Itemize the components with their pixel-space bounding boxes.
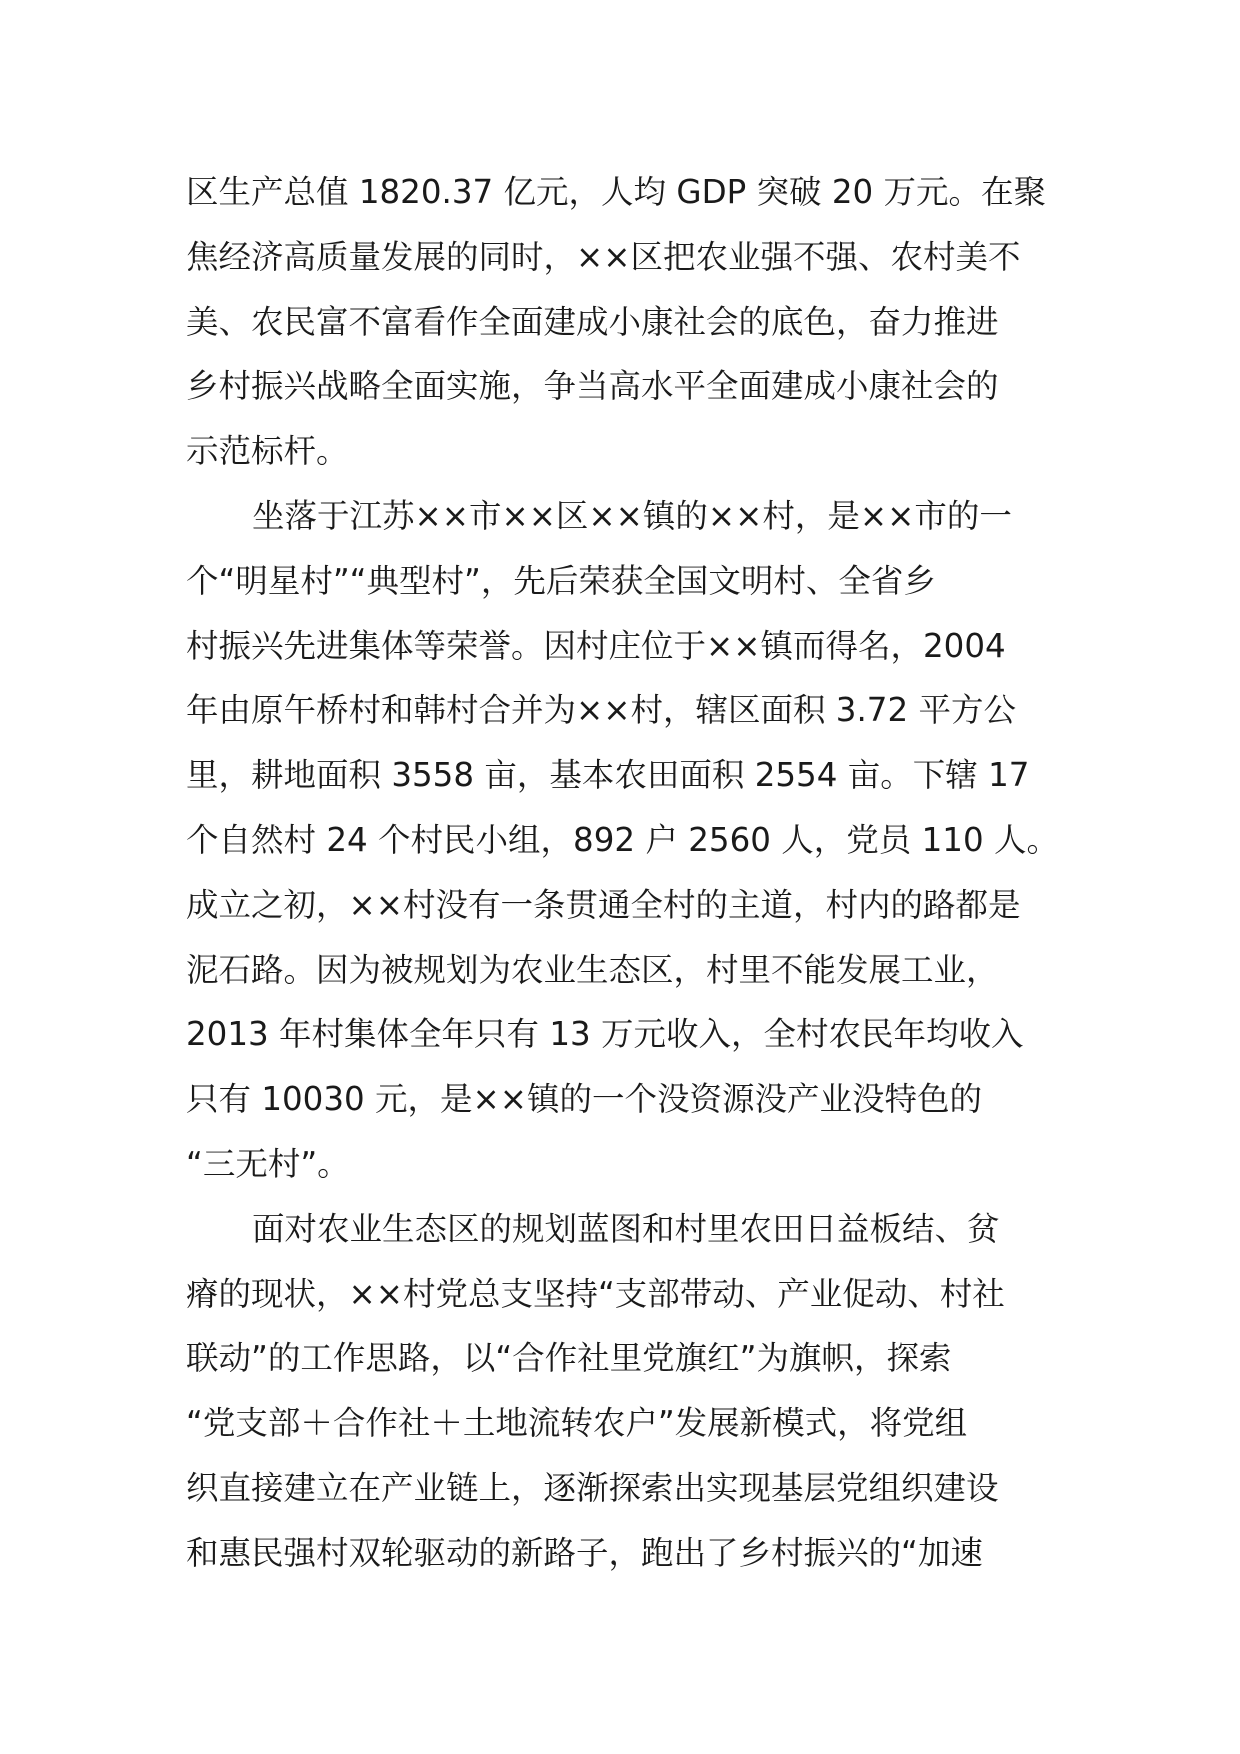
text-line: 瘠的现状，××村党总支坚持“支部带动、产业促动、村社 (186, 1274, 1005, 1313)
paragraph-2 (186, 484, 1086, 1197)
text-line: 个自然村 24 个村民小组，892 户 2560 人，党员 110 人。 (186, 820, 1059, 859)
text-line: 联动”的工作思路，以“合作社里党旗红”为旗帜，探索 (186, 1339, 952, 1378)
text-line: 坐落于江苏××市××区××镇的××村，是××市的一 (252, 496, 1012, 535)
paragraph-1 (186, 160, 1086, 484)
text-line: 成立之初，××村没有一条贯通全村的主道，村内的路都是 (186, 885, 1021, 924)
text-line: 和惠民强村双轮驱动的新路子，跑出了乡村振兴的“加速 (186, 1533, 983, 1572)
paragraph-3 (186, 1197, 1086, 1586)
text-line: 个“明星村”“典型村”，先后荣获全国文明村、全省乡 (186, 561, 936, 600)
text-line: 面对农业生态区的规划蓝图和村里农田日益板结、贫 (252, 1209, 1000, 1248)
text-line: 美、农民富不富看作全面建成小康社会的底色，奋力推进 (186, 302, 999, 341)
text-line: 里，耕地面积 3558 亩，基本农田面积 2554 亩。下辖 17 (186, 756, 1030, 795)
text-line: 年由原午桥村和韩村合并为××村，辖区面积 3.72 平方公 (186, 691, 1016, 730)
text-line: 村振兴先进集体等荣誉。因村庄位于××镇而得名，2004 (186, 626, 1006, 665)
text-line: 乡村振兴战略全面实施，争当高水平全面建成小康社会的 (186, 367, 999, 406)
text-line: 区生产总值 1820.37 亿元，人均 GDP 突破 20 万元。在聚 (186, 173, 1047, 211)
text-line: 只有 10030 元，是××镇的一个没资源没产业没特色的 (186, 1080, 983, 1119)
text-line: 示范标杆。 (186, 432, 349, 471)
text-line: 织直接建立在产业链上，逐渐探索出实现基层党组织建设 (186, 1468, 999, 1507)
text-line: 焦经济高质量发展的同时，××区把农业强不强、农村美不 (186, 237, 1021, 276)
text-line: 泥石路。因为被规划为农业生态区，村里不能发展工业， (186, 950, 999, 989)
text-line: “党支部＋合作社＋土地流转农户”发展新模式，将党组 (186, 1404, 968, 1443)
text-line: “三无村”。 (186, 1144, 350, 1183)
text-line: 2013 年村集体全年只有 13 万元收入，全村农民年均收入 (186, 1015, 1024, 1054)
document-body (186, 160, 1086, 1586)
